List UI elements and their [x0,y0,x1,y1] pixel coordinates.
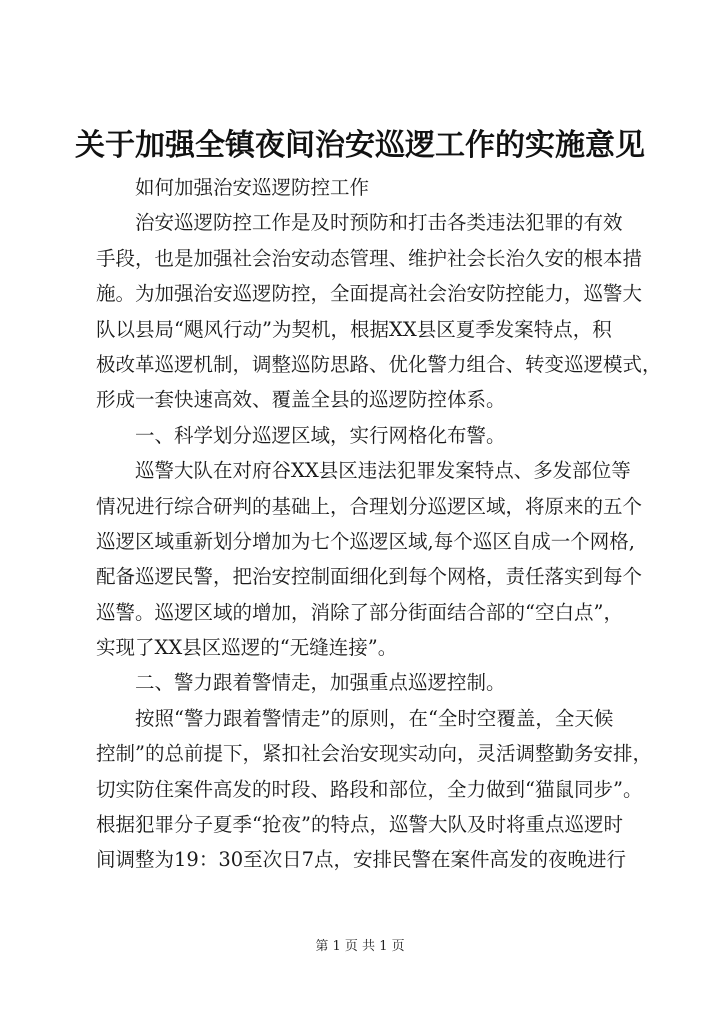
paragraph-line: 根据犯罪分子夏季“抢夜”的特点，巡警大队及时将重点巡逻时 [96,813,623,837]
page-footer: 第 1 页 共 1 页 [315,939,405,954]
paragraph-line: 情况进行综合研判的基础上，合理划分巡逻区域，将原来的五个 [96,494,643,518]
paragraph-line: 按照“警力跟着警情走”的原则，在“全时空覆盖，全天候 [135,706,614,730]
paragraph-line: 施。为加强治安巡逻防控，全面提高社会治安防控能力，巡警大 [96,282,643,306]
subtitle-line: 如何加强治安巡逻防控工作 [135,176,370,199]
paragraph-line: 切实防住案件高发的时段、路段和部位，全力做到“猫鼠同步”。 [96,777,643,801]
paragraph-line: 控制”的总前提下，紧扣社会治安现实动向，灵活调整勤务安排， [96,742,652,766]
paragraph-line: 配备巡逻民警，把治安控制面细化到每个网格，责任落实到每个 [96,565,643,589]
paragraph-line: 间调整为19：30至次日7点，安排民警在案件高发的夜晚进行 [96,848,627,872]
paragraph-line: 巡警。巡逻区域的增加，消除了部分街面结合部的“空白点”， [96,600,623,624]
paragraph-line: 手段，也是加强社会治安动态管理、维护社会长治久安的根本措 [96,246,643,270]
paragraph-line: 实现了XX县区巡逻的“无缝连接”。 [96,636,398,660]
section-heading: 一、科学划分巡逻区域，实行网格化布警。 [135,423,506,447]
section-heading: 二、警力跟着警情走，加强重点巡逻控制。 [135,671,506,695]
paragraph-line: 治安巡逻防控工作是及时预防和打击各类违法犯罪的有效 [135,211,623,235]
paragraph-line: 形成一套快速高效、覆盖全县的巡逻防控体系。 [96,388,506,412]
document-body [96,170,662,878]
document-title: 关于加强全镇夜间治安巡逻工作的实施意见 [75,128,645,163]
paragraph-line: 巡警大队在对府谷XX县区违法犯罪发案特点、多发部位等 [135,459,631,483]
paragraph-line: 队以县局“飓风行动”为契机，根据XX县区夏季发案特点，积 [96,317,612,341]
paragraph-line: 巡逻区域重新划分增加为七个巡逻区域,每个巡区自成一个网格, [96,529,635,553]
paragraph-line: 极改革巡逻机制，调整巡防思路、优化警力组合、转变巡逻模式， [96,352,662,376]
